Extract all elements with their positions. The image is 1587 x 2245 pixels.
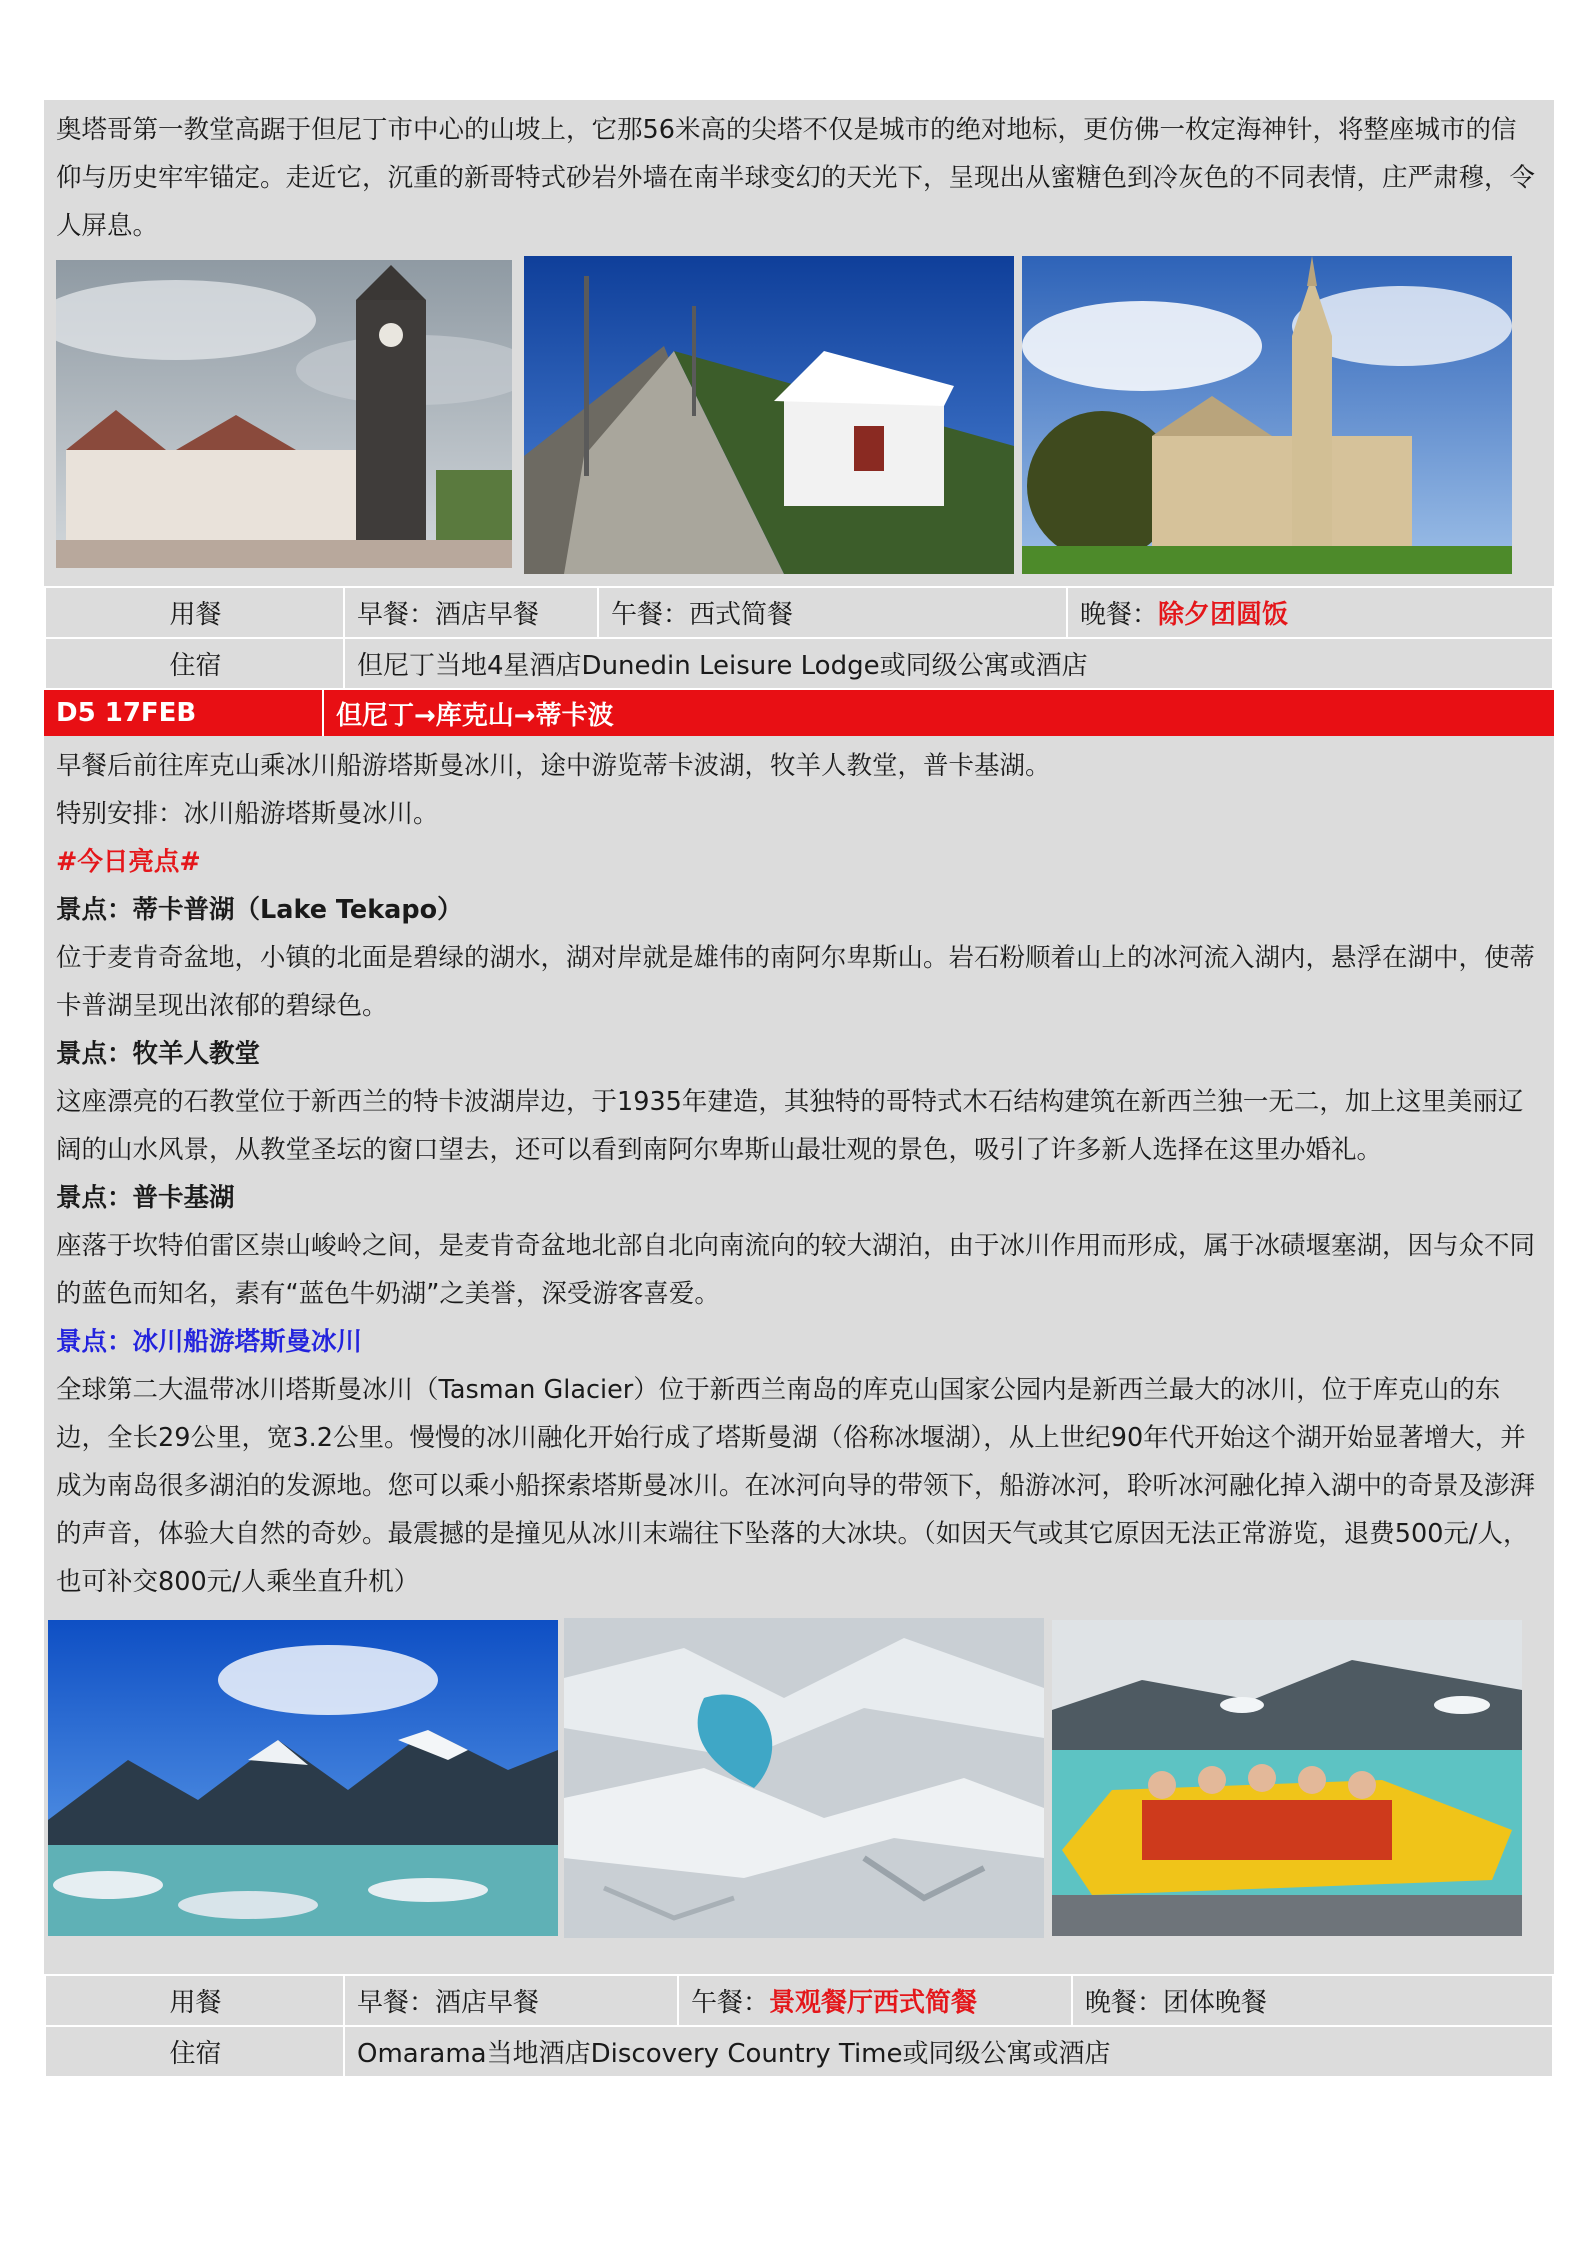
d5-highlight-title: #今日亮点#: [56, 847, 201, 877]
spot-title-tasman-glacier: 景点：冰川船游塔斯曼冰川: [56, 1327, 363, 1357]
stay-label: 住宿: [45, 2026, 344, 2077]
spot-text-good-shepherd: 这座漂亮的石教堂位于新西兰的特卡波湖岸边，于1935年建造，其独特的哥特式木石结构建筑在新西兰独一无二，加上这里美丽辽阔的山水风景，从教堂圣坛的窗口望去，还可以看到南阿尔卑斯山最壮观的景色，吸引了许多新人选择在这里办婚礼。: [56, 1087, 1524, 1165]
breakfast-cell: 早餐：酒店早餐: [344, 1975, 678, 2026]
lunch-cell: 午餐：西式简餐: [598, 587, 1067, 638]
dunedin-railway-station-photo: [56, 260, 512, 568]
dinner-cell: [1067, 587, 1553, 638]
d4-meals-row: [45, 587, 1553, 638]
stay-text: 但尼丁当地4星酒店Dunedin Leisure Lodge或同级公寓或酒店: [344, 638, 1553, 689]
spot-text-lake-pukaki: 座落于坎特伯雷区崇山峻岭之间，是麦肯奇盆地北部自北向南流向的较大湖泊，由于冰川作用而形成，属于冰碛堰塞湖，因与众不同的蓝色而知名，素有“蓝色牛奶湖”之美誉，深受游客喜爱。: [56, 1231, 1536, 1309]
d4-photo-row: [44, 256, 1554, 586]
spot-title-lake-pukaki: 景点：普卡基湖: [56, 1183, 235, 1213]
d5-info-table: [44, 1974, 1554, 2078]
d5-stay-row: [45, 2026, 1553, 2077]
d5-day-label: D5 17FEB: [44, 690, 324, 736]
spot-text-lake-tekapo: 位于麦肯奇盆地，小镇的北面是碧绿的湖水，湖对岸就是雄伟的南阿尔卑斯山。岩石粉顺着山上的冰河流入湖内，悬浮在湖中，使蒂卡普湖呈现出浓郁的碧绿色。: [56, 943, 1536, 1021]
dinner-highlight: 除夕团圆饭: [1158, 600, 1289, 630]
lunch-cell: [678, 1975, 1072, 2026]
first-church-otago-photo: [1022, 256, 1512, 574]
d5-special-arrangement: 特别安排：冰川船游塔斯曼冰川。: [56, 799, 439, 829]
spot-title-lake-tekapo: 景点：蒂卡普湖（Lake Tekapo）: [56, 895, 463, 925]
d5-header: [44, 690, 1554, 736]
breakfast-cell: 早餐：酒店早餐: [344, 587, 598, 638]
d5-route: 但尼丁→库克山→蒂卡波: [336, 700, 614, 731]
meals-label: 用餐: [45, 1975, 344, 2026]
dinner-prefix: 晚餐：: [1080, 600, 1159, 630]
glacier-aerial-photo: [564, 1618, 1044, 1938]
stay-text: Omarama当地酒店Discovery Country Time或同级公寓或酒店: [344, 2026, 1553, 2077]
tasman-lake-icebergs-photo: [48, 1620, 558, 1936]
itinerary-page: [44, 100, 1554, 2078]
d5-meals-row: [45, 1975, 1553, 2026]
spot-title-good-shepherd: 景点：牧羊人教堂: [56, 1039, 261, 1069]
baldwin-street-photo: [524, 256, 1014, 574]
d5-photo-row: [44, 1608, 1554, 1968]
first-church-description: 奥塔哥第一教堂高踞于但尼丁市中心的山坡上，它那56米高的尖塔不仅是城市的绝对地标，更仿佛一枚定海神针，将整座城市的信仰与历史牢牢锚定。走近它，沉重的新哥特式砂岩外墙在南半球变幻的天光下，呈现出从蜜糖色到冷灰色的不同表情，庄严肃穆，令人屏息。: [56, 115, 1536, 241]
d5-overview: 早餐后前往库克山乘冰川船游塔斯曼冰川，途中游览蒂卡波湖，牧羊人教堂，普卡基湖。: [56, 751, 1051, 781]
stay-label: 住宿: [45, 638, 344, 689]
spot-text-tasman-glacier: 全球第二大温带冰川塔斯曼冰川（Tasman Glacier）位于新西兰南岛的库克山国家公园内是新西兰最大的冰川，位于库克山的东边，全长29公里，宽3.2公里。慢慢的冰川融化开始行成了塔斯曼湖（俗称冰堰湖），从上世纪90年代开始这个湖开始显著增大，并成为南岛很多湖泊的发源地。您可以乘小船探索塔斯曼冰川。在冰河向导的带领下，船游冰河，聆听冰河融化掉入湖中的奇景及澎湃的声音，体验大自然的奇妙。最震撼的是撞见从冰川末端往下坠落的大冰块。（如因天气或其它原因无法正常游览，退费500元/人，也可补交800元/人乘坐直升机）: [56, 1375, 1536, 1597]
d4-info-table: [44, 586, 1554, 690]
glacier-boat-tour-photo: [1052, 1620, 1522, 1936]
meals-label: 用餐: [45, 587, 344, 638]
lunch-prefix: 午餐：: [691, 1988, 770, 2018]
d4-continued-section: [44, 100, 1554, 586]
d5-body: [44, 736, 1554, 1974]
dinner-cell: 晚餐：团体晚餐: [1072, 1975, 1553, 2026]
lunch-highlight: 景观餐厅西式简餐: [769, 1988, 978, 2018]
d4-stay-row: [45, 638, 1553, 689]
